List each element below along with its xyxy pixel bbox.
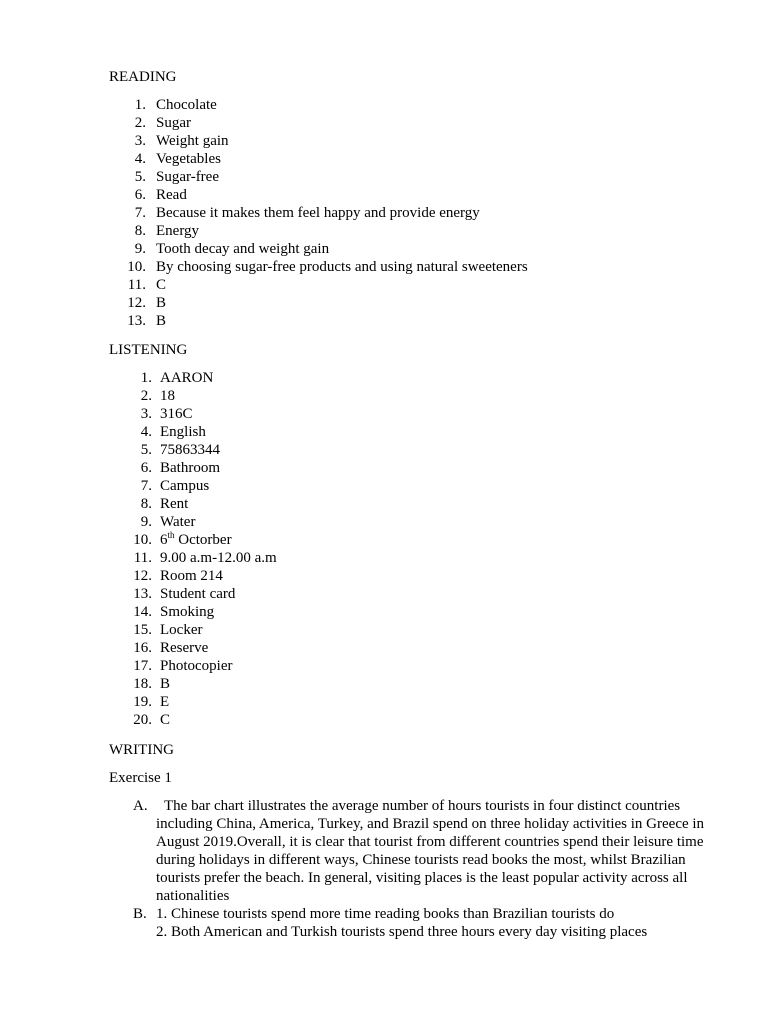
item-answer: Bathroom: [160, 460, 220, 476]
item-answer: B: [160, 676, 171, 692]
item-answer: English: [160, 424, 206, 440]
item-number: 3.: [134, 133, 146, 149]
item-number: 5.: [140, 442, 152, 458]
item-number: 2.: [134, 115, 146, 131]
item-number: 2.: [140, 388, 152, 404]
item-number: 8.: [140, 496, 152, 512]
item-answer: Rent: [160, 496, 189, 512]
item-number: 14.: [133, 604, 152, 620]
part-b-line: 1. Chinese tourists spend more time reading books than Brazilian tourists do: [156, 906, 615, 922]
item-number: 1.: [140, 370, 152, 386]
item-answer: Vegetables: [156, 151, 221, 167]
item-number: 5.: [134, 169, 146, 185]
item-number: 6.: [134, 187, 146, 203]
item-answer: Tooth decay and weight gain: [156, 241, 330, 257]
writing-heading: WRITING: [109, 742, 174, 758]
item-answer: Reserve: [160, 640, 209, 656]
item-number: 7.: [134, 205, 146, 221]
part-a-letter: A.: [133, 798, 148, 814]
item-number: 12.: [127, 295, 146, 311]
item-number: 19.: [133, 694, 152, 710]
item-number: 9.: [134, 241, 146, 257]
item-answer: Sugar: [156, 115, 191, 131]
item-answer: Read: [156, 187, 187, 203]
item-number: 3.: [140, 406, 152, 422]
item-answer: Locker: [160, 622, 203, 638]
item-answer: Water: [160, 514, 196, 530]
listening-heading: LISTENING: [109, 342, 188, 358]
item-number: 12.: [133, 568, 152, 584]
item-number: 17.: [133, 658, 152, 674]
item-answer: 18: [160, 388, 175, 404]
item-answer: B: [156, 295, 167, 311]
item-answer: Room 214: [160, 568, 223, 584]
item-number: 1.: [134, 97, 146, 113]
item-answer-day: 6: [160, 532, 168, 548]
item-number: 9.: [140, 514, 152, 530]
item-number: 6.: [140, 460, 152, 476]
item-number: 16.: [133, 640, 152, 656]
item-answer: Campus: [160, 478, 210, 494]
item-answer: By choosing sugar-free products and using natural sweeteners: [156, 259, 528, 275]
item-number: 4.: [134, 151, 146, 167]
item-number: 20.: [133, 712, 152, 728]
item-number: 10.: [133, 532, 152, 548]
item-answer: 316C: [160, 406, 193, 422]
item-number: 8.: [134, 223, 146, 239]
item-answer: AARON: [160, 370, 214, 386]
item-number: 11.: [133, 550, 152, 566]
item-number: 11.: [127, 277, 146, 293]
reading-heading: READING: [109, 69, 177, 85]
item-answer: Chocolate: [156, 97, 217, 113]
item-answer: Weight gain: [156, 133, 229, 149]
item-answer: Student card: [160, 586, 236, 602]
item-answer: Photocopier: [160, 658, 233, 674]
item-answer: 9.00 a.m-12.00 a.m: [160, 550, 277, 566]
item-answer: [160, 531, 232, 549]
part-b-line: 2. Both American and Turkish tourists spend three hours every day visiting places: [156, 924, 648, 940]
item-number: 4.: [140, 424, 152, 440]
item-number: 13.: [127, 313, 146, 329]
item-answer: B: [156, 313, 167, 329]
item-answer: E: [160, 694, 170, 710]
item-answer-month: Octorber: [174, 532, 232, 548]
item-answer: C: [160, 712, 171, 728]
item-answer: Because it makes them feel happy and provide energy: [156, 205, 480, 221]
item-number: 13.: [133, 586, 152, 602]
item-number: 15.: [133, 622, 152, 638]
part-a-paragraph: The bar chart illustrates the average number of hours tourists in four distinct countries including China, America, Turkey, and Brazil spend on three holiday activities in Greece in August 2019.Overall, it is clear that tourist from different countries spend their leisure time during holidays in different ways, Chinese tourists read books the most, whilst Brazilian tourists prefer the beach. In general, visiting places is the least popular activity across all nationalities: [156, 798, 705, 904]
item-answer: Smoking: [160, 604, 215, 620]
part-b-letter: B.: [133, 906, 147, 922]
item-answer: Energy: [156, 223, 200, 239]
ordinal-suffix: th: [167, 530, 175, 540]
item-answer: 75863344: [160, 442, 220, 458]
item-number: 10.: [127, 259, 146, 275]
item-number: 7.: [140, 478, 152, 494]
exercise-title: Exercise 1: [109, 770, 172, 786]
item-answer: C: [156, 277, 167, 293]
item-answer: Sugar-free: [156, 169, 219, 185]
item-number: 18.: [133, 676, 152, 692]
